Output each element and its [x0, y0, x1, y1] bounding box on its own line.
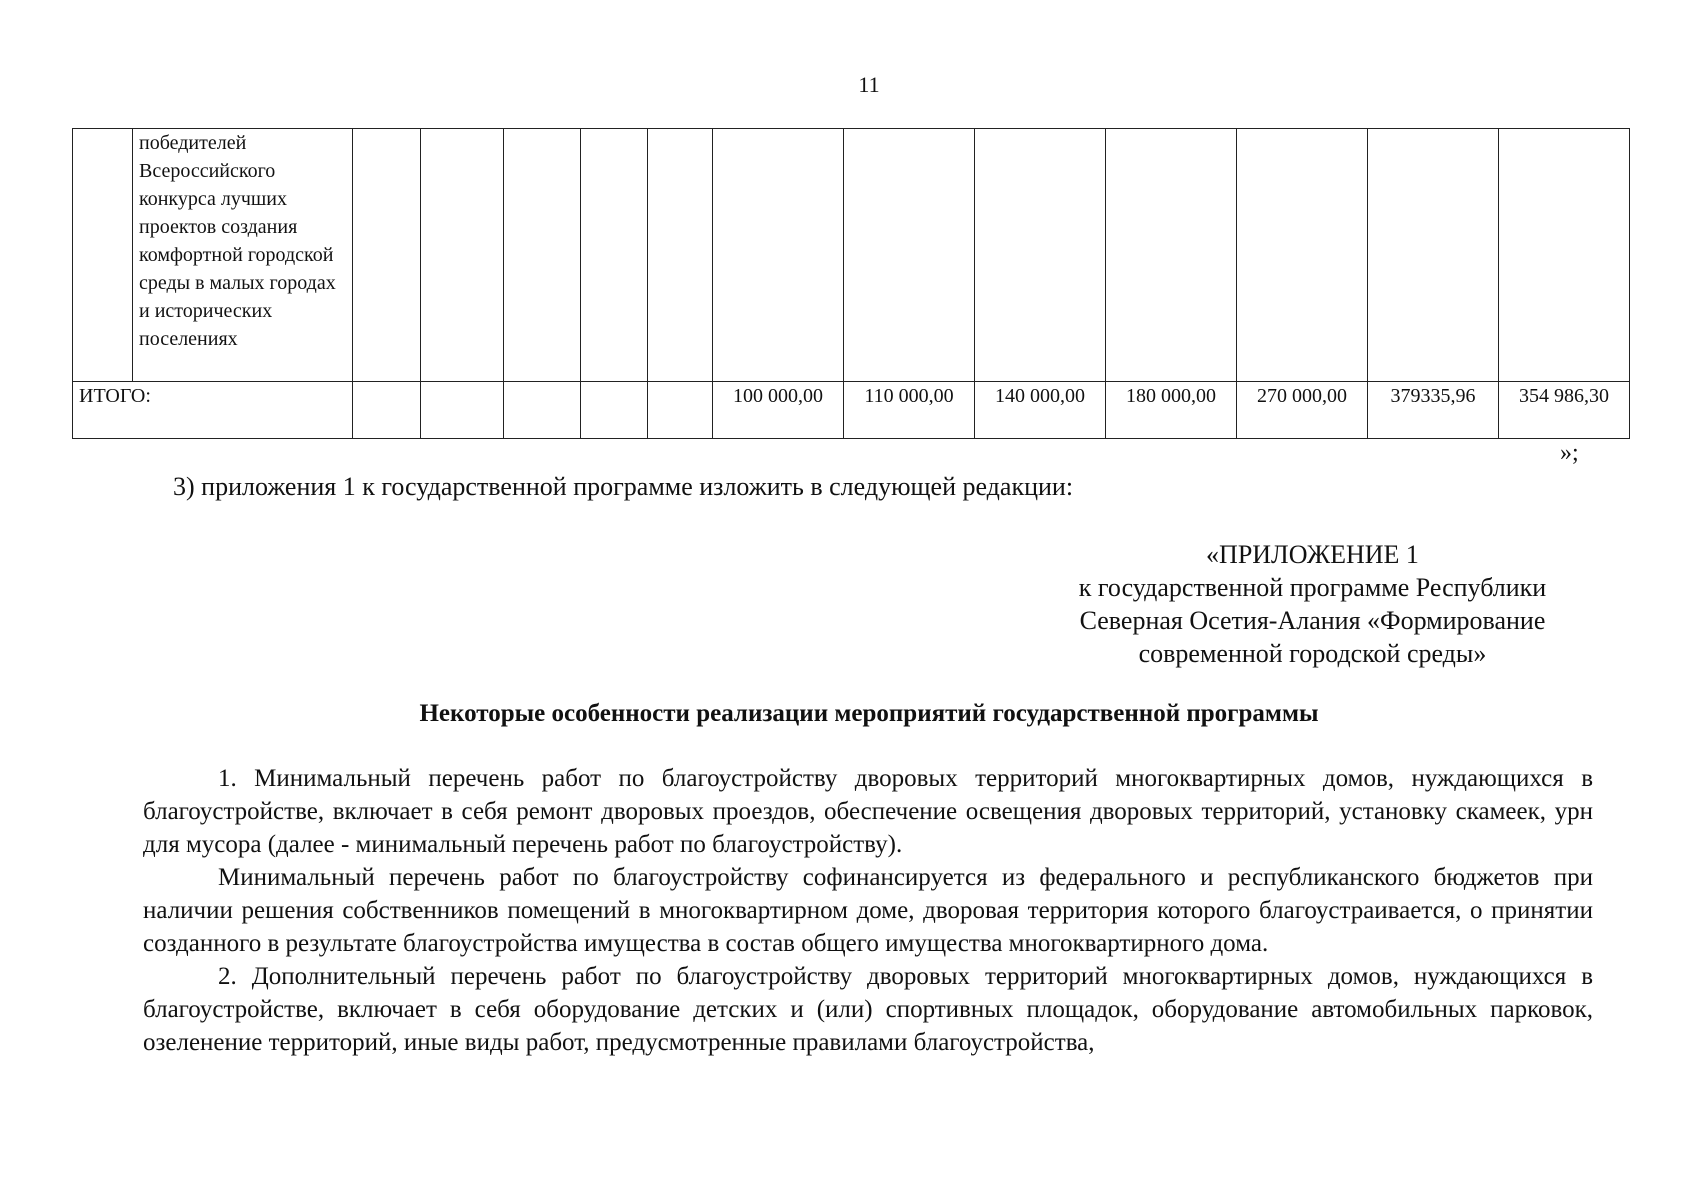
appendix-line: современной городской среды»	[1138, 639, 1487, 668]
table-cell	[581, 382, 648, 439]
table-cell	[1368, 129, 1499, 382]
table-cell-description: победителей Всероссийского конкурса лучших проектов создания комфортной городской среды в малых городах и исторических поселениях	[133, 129, 353, 382]
total-label: ИТОГО:	[73, 382, 353, 439]
table-cell	[353, 129, 421, 382]
appendix-title: «ПРИЛОЖЕНИЕ 1	[1206, 540, 1419, 569]
total-value: 270 000,00	[1237, 382, 1368, 439]
total-value: 140 000,00	[975, 382, 1106, 439]
table-cell	[1106, 129, 1237, 382]
table-cell	[504, 382, 581, 439]
table-row-total	[73, 382, 1630, 439]
appendix-line: к государственной программе Республики	[1078, 573, 1547, 602]
total-value: 110 000,00	[844, 382, 975, 439]
table-cell	[73, 129, 133, 382]
page-number: 11	[858, 72, 880, 97]
table-cell	[504, 129, 581, 382]
table-cell	[353, 382, 421, 439]
instruction-text: 3) приложения 1 к государственной программе изложить в следующей редакции:	[173, 472, 1074, 501]
table-cell	[421, 382, 504, 439]
closing-quote: »;	[1560, 440, 1579, 466]
table-cell	[844, 129, 975, 382]
paragraph: Минимальный перечень работ по благоустройству софинансируется из федерального и республиканского бюджетов при наличии решения собственников помещений в многоквартирном доме, дворовая территория которого благоустраивается, о принятии созданного в результате благоустройства имущества в состав общего имущества многоквартирного дома.	[143, 864, 1593, 957]
table-cell	[1237, 129, 1368, 382]
table-cell	[648, 129, 713, 382]
paragraph: 1. Минимальный перечень работ по благоустройству дворовых территорий многоквартирных домов, нуждающихся в благоустройстве, включает в себя ремонт дворовых проездов, обеспечение освещения дворовых территорий, установку скамеек, урн для мусора (далее - минимальный перечень работ по благоустройству).	[143, 765, 1593, 858]
table-cell	[1499, 129, 1630, 382]
section-title: Некоторые особенности реализации мероприятий государственной программы	[419, 700, 1319, 727]
table-row	[73, 129, 1630, 382]
table-cell	[421, 129, 504, 382]
budget-table	[72, 128, 1630, 439]
paragraph: 2. Дополнительный перечень работ по благоустройству дворовых территорий многоквартирных домов, нуждающихся в благоустройстве, включает в себя оборудование детских и (или) спортивных площадок, оборудование автомобильных парковок, озеленение территорий, иные виды работ, предусмотренные правилами благоустройства,	[143, 963, 1593, 1056]
total-value: 379335,96	[1368, 382, 1499, 439]
total-value: 354 986,30	[1499, 382, 1630, 439]
table-cell	[581, 129, 648, 382]
appendix-line: Северная Осетия-Алания «Формирование	[1079, 606, 1546, 635]
body-text	[143, 762, 1593, 1059]
table-cell	[713, 129, 844, 382]
total-value: 180 000,00	[1106, 382, 1237, 439]
total-value: 100 000,00	[713, 382, 844, 439]
table-cell	[648, 382, 713, 439]
table-cell	[975, 129, 1106, 382]
appendix-header	[1030, 538, 1595, 670]
